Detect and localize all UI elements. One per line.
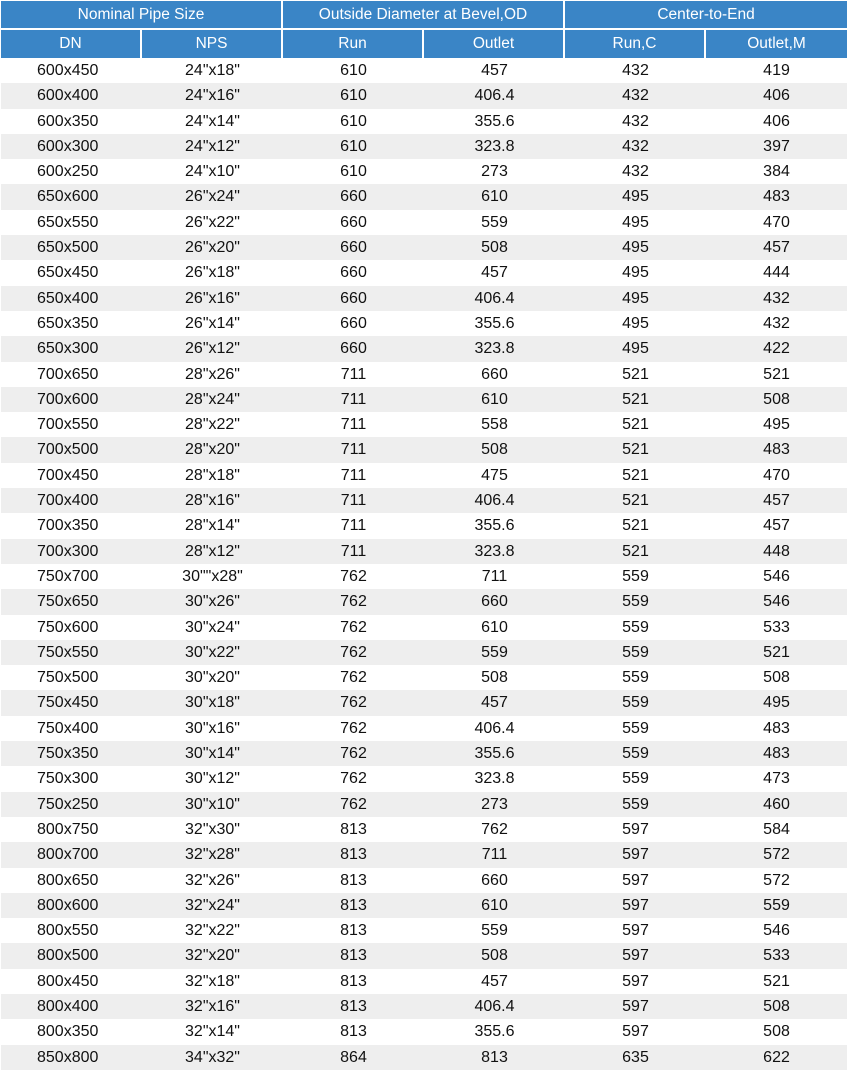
- cell-nps: 32"x28": [142, 842, 283, 867]
- cell-dn: 700x300: [1, 539, 142, 564]
- cell-dn: 800x500: [1, 943, 142, 968]
- table-row: [1, 412, 847, 437]
- cell-od-outlet: 660: [481, 365, 508, 383]
- cell-run-c: 559: [622, 719, 649, 737]
- cell-od-outlet: 610: [424, 893, 565, 918]
- cell-outlet-m: 584: [763, 820, 790, 838]
- cell-outlet-m: 419: [763, 62, 790, 79]
- cell-dn: 750x350: [1, 741, 142, 766]
- cell-outlet-m: 521: [763, 365, 790, 383]
- table-row: [1, 792, 847, 817]
- cell-dn: 800x350: [37, 1023, 99, 1041]
- cell-od-run: 660: [283, 184, 424, 209]
- table-row: [1, 463, 847, 488]
- table-row: [1, 741, 847, 766]
- header-group-outside-diameter: Outside Diameter at Bevel,OD: [283, 1, 565, 30]
- cell-nps: 30"x18": [142, 690, 283, 715]
- cell-outlet-m: 432: [763, 314, 790, 332]
- cell-dn: 750x300: [37, 770, 99, 788]
- cell-nps: 30"x22": [142, 640, 283, 665]
- cell-dn: 650x550: [37, 213, 99, 231]
- cell-od-run: 762: [283, 792, 424, 817]
- cell-od-run: 660: [283, 286, 424, 311]
- cell-nps: 26"x12": [142, 336, 283, 361]
- cell-run-c: 559: [622, 567, 649, 585]
- cell-od-outlet: 355.6: [474, 517, 515, 535]
- cell-run-c: 521: [565, 488, 706, 513]
- table-row: [1, 564, 847, 589]
- table-row: [1, 235, 847, 260]
- cell-nps: 30"x14": [142, 741, 283, 766]
- cell-nps: 28"x12": [142, 539, 283, 564]
- cell-outlet-m: 483: [763, 719, 790, 737]
- cell-outlet-m: 406: [706, 83, 847, 108]
- cell-nps: 32"x16": [142, 994, 283, 1019]
- cell-run-c: 495: [565, 336, 706, 361]
- cell-od-outlet: 610: [424, 184, 565, 209]
- cell-outlet-m: 470: [763, 466, 790, 484]
- cell-od-outlet: 660: [481, 871, 508, 889]
- cell-dn: 750x550: [1, 640, 142, 665]
- cell-od-run: 660: [340, 314, 367, 332]
- cell-outlet-m: 559: [706, 893, 847, 918]
- cell-nps: 28"x14": [185, 517, 240, 535]
- cell-dn: 600x400: [1, 83, 142, 108]
- cell-dn: 800x400: [1, 994, 142, 1019]
- cell-outlet-m: 470: [763, 213, 790, 231]
- cell-nps: 26"x16": [142, 286, 283, 311]
- cell-od-run: 762: [340, 719, 367, 737]
- cell-od-outlet: 762: [481, 820, 508, 838]
- cell-run-c: 432: [622, 62, 649, 79]
- cell-od-outlet: 406.4: [424, 286, 565, 311]
- table-row: [1, 665, 847, 690]
- column-header-outlet-od: Outlet: [424, 30, 565, 58]
- cell-dn: 700x400: [1, 488, 142, 513]
- cell-outlet-m: 444: [763, 264, 790, 282]
- cell-dn: 800x550: [37, 922, 99, 940]
- cell-dn: 700x450: [37, 466, 99, 484]
- table-row: [1, 918, 847, 943]
- cell-run-c: 521: [565, 387, 706, 412]
- cell-outlet-m: 546: [763, 922, 790, 940]
- cell-run-c: 559: [565, 589, 706, 614]
- cell-nps: 30"x26": [142, 589, 283, 614]
- cell-outlet-m: 495: [763, 416, 790, 434]
- cell-od-run: 813: [283, 943, 424, 968]
- cell-outlet-m: 508: [763, 1023, 790, 1041]
- cell-nps: 24"x18": [185, 62, 240, 79]
- cell-dn: 750x450: [1, 690, 142, 715]
- cell-od-run: 813: [340, 820, 367, 838]
- cell-run-c: 635: [565, 1045, 706, 1070]
- cell-od-outlet: 660: [424, 589, 565, 614]
- cell-nps: 30""x28": [182, 567, 243, 585]
- cell-nps: 32"x24": [142, 893, 283, 918]
- table-row: [1, 311, 847, 336]
- cell-nps: 24"x12": [142, 134, 283, 159]
- cell-od-run: 660: [340, 213, 367, 231]
- table-header: [1, 1, 847, 58]
- cell-nps: 26"x22": [185, 213, 240, 231]
- table-row: [1, 184, 847, 209]
- cell-run-c: 495: [622, 264, 649, 282]
- cell-nps: 32"x14": [185, 1023, 240, 1041]
- cell-od-outlet: 711: [424, 842, 565, 867]
- cell-dn: 600x350: [37, 112, 99, 130]
- cell-od-outlet: 508: [481, 669, 508, 687]
- cell-nps: 28"x22": [185, 416, 240, 434]
- table-row: [1, 387, 847, 412]
- cell-od-outlet: 813: [424, 1045, 565, 1070]
- cell-nps: 28"x18": [185, 466, 240, 484]
- cell-nps: 32"x20": [142, 943, 283, 968]
- cell-dn: 650x450: [37, 264, 99, 282]
- cell-run-c: 597: [565, 994, 706, 1019]
- cell-dn: 600x450: [37, 62, 99, 79]
- cell-outlet-m: 460: [706, 792, 847, 817]
- cell-od-outlet: 508: [424, 235, 565, 260]
- cell-od-run: 610: [340, 62, 367, 79]
- cell-dn: 800x700: [1, 842, 142, 867]
- table-row: [1, 943, 847, 968]
- cell-outlet-m: 495: [706, 690, 847, 715]
- cell-od-run: 711: [340, 466, 367, 484]
- cell-dn: 750x400: [37, 719, 99, 737]
- pipe-dimension-table: [1, 1, 847, 1070]
- table-row: [1, 589, 847, 614]
- cell-nps: 30"x24": [185, 618, 240, 636]
- header-group-nominal-pipe-size: Nominal Pipe Size: [1, 1, 283, 30]
- cell-od-run: 813: [340, 1023, 367, 1041]
- cell-outlet-m: 397: [706, 134, 847, 159]
- cell-outlet-m: 483: [706, 184, 847, 209]
- cell-od-outlet: 559: [481, 922, 508, 940]
- cell-outlet-m: 508: [706, 387, 847, 412]
- cell-outlet-m: 572: [763, 871, 790, 889]
- cell-outlet-m: 483: [706, 741, 847, 766]
- cell-od-outlet: 559: [424, 640, 565, 665]
- table-row: [1, 1045, 847, 1070]
- table-row: [1, 893, 847, 918]
- cell-outlet-m: 457: [763, 517, 790, 535]
- table-row: [1, 994, 847, 1019]
- cell-outlet-m: 533: [706, 943, 847, 968]
- cell-nps: 32"x22": [185, 922, 240, 940]
- cell-outlet-m: 622: [706, 1045, 847, 1070]
- cell-od-outlet: 273: [481, 163, 508, 181]
- cell-outlet-m: 546: [706, 589, 847, 614]
- cell-dn: 650x500: [1, 235, 142, 260]
- table-row: [1, 437, 847, 462]
- table-row: [1, 362, 847, 387]
- cell-nps: 26"x18": [185, 264, 240, 282]
- table-row: [1, 640, 847, 665]
- table-row: [1, 868, 847, 893]
- cell-od-run: 813: [340, 871, 367, 889]
- cell-nps: 24"x14": [185, 112, 240, 130]
- cell-run-c: 559: [565, 690, 706, 715]
- cell-od-outlet: 457: [424, 690, 565, 715]
- cell-od-outlet: 355.6: [474, 112, 515, 130]
- cell-outlet-m: 546: [763, 567, 790, 585]
- cell-run-c: 495: [565, 184, 706, 209]
- cell-od-outlet: 273: [424, 792, 565, 817]
- cell-dn: 750x650: [1, 589, 142, 614]
- cell-od-run: 762: [340, 669, 367, 687]
- cell-run-c: 521: [622, 466, 649, 484]
- cell-od-outlet: 323.8: [424, 336, 565, 361]
- cell-od-outlet: 508: [424, 437, 565, 462]
- table-row: [1, 539, 847, 564]
- cell-run-c: 597: [565, 842, 706, 867]
- cell-outlet-m: 384: [763, 163, 790, 181]
- cell-run-c: 432: [565, 134, 706, 159]
- table-body: [1, 58, 847, 1070]
- cell-od-outlet: 559: [481, 213, 508, 231]
- cell-od-run: 813: [340, 922, 367, 940]
- cell-nps: 28"x20": [142, 437, 283, 462]
- cell-od-run: 660: [340, 264, 367, 282]
- cell-run-c: 521: [565, 539, 706, 564]
- cell-od-outlet: 475: [481, 466, 508, 484]
- cell-nps: 30"x12": [185, 770, 240, 788]
- cell-od-outlet: 406.4: [424, 488, 565, 513]
- cell-nps: 32"x30": [185, 820, 240, 838]
- cell-dn: 600x300: [1, 134, 142, 159]
- cell-outlet-m: 448: [706, 539, 847, 564]
- cell-dn: 600x250: [37, 163, 99, 181]
- cell-od-outlet: 610: [481, 618, 508, 636]
- header-group-row: [1, 1, 847, 30]
- table-row: [1, 690, 847, 715]
- cell-dn: 800x600: [1, 893, 142, 918]
- table-row: [1, 513, 847, 538]
- cell-od-run: 711: [340, 416, 367, 434]
- cell-nps: 26"x14": [185, 314, 240, 332]
- table-row: [1, 83, 847, 108]
- cell-od-run: 762: [340, 618, 367, 636]
- cell-nps: 28"x26": [185, 365, 240, 383]
- cell-nps: 26"x24": [142, 184, 283, 209]
- table-row: [1, 134, 847, 159]
- cell-nps: 24"x10": [185, 163, 240, 181]
- cell-run-c: 495: [622, 213, 649, 231]
- cell-run-c: 597: [622, 871, 649, 889]
- cell-dn: 850x800: [1, 1045, 142, 1070]
- table-row: [1, 817, 847, 842]
- cell-run-c: 521: [622, 517, 649, 535]
- header-column-row: [1, 30, 847, 58]
- table-row: [1, 488, 847, 513]
- cell-od-run: 610: [283, 83, 424, 108]
- cell-outlet-m: 508: [763, 669, 790, 687]
- cell-run-c: 597: [622, 972, 649, 990]
- column-header-nps: NPS: [142, 30, 283, 58]
- cell-nps: 30"x20": [185, 669, 240, 687]
- cell-od-run: 660: [283, 235, 424, 260]
- cell-od-run: 610: [340, 163, 367, 181]
- cell-nps: 32"x26": [185, 871, 240, 889]
- cell-dn: 650x400: [1, 286, 142, 311]
- cell-od-run: 813: [283, 842, 424, 867]
- table-row: [1, 336, 847, 361]
- cell-od-run: 813: [283, 994, 424, 1019]
- column-header-run-c: Run,C: [565, 30, 706, 58]
- cell-od-run: 813: [340, 972, 367, 990]
- cell-od-run: 610: [340, 112, 367, 130]
- cell-od-run: 660: [283, 336, 424, 361]
- cell-dn: 800x450: [37, 972, 99, 990]
- cell-dn: 700x650: [37, 365, 99, 383]
- cell-outlet-m: 508: [706, 994, 847, 1019]
- cell-run-c: 559: [565, 640, 706, 665]
- table-row: [1, 766, 847, 791]
- cell-od-outlet: 457: [481, 62, 508, 79]
- cell-nps: 32"x18": [185, 972, 240, 990]
- cell-run-c: 432: [622, 112, 649, 130]
- cell-od-run: 711: [283, 387, 424, 412]
- table-row: [1, 159, 847, 184]
- cell-outlet-m: 457: [706, 488, 847, 513]
- cell-run-c: 597: [622, 820, 649, 838]
- cell-od-run: 762: [283, 690, 424, 715]
- column-header-run-od: Run: [283, 30, 424, 58]
- cell-nps: 34"x32": [142, 1045, 283, 1070]
- pipe-size-table-container: [1, 0, 847, 1070]
- table-row: [1, 1019, 847, 1044]
- cell-od-run: 762: [340, 770, 367, 788]
- cell-dn: 650x600: [1, 184, 142, 209]
- cell-outlet-m: 533: [763, 618, 790, 636]
- table-row: [1, 109, 847, 134]
- cell-run-c: 521: [565, 437, 706, 462]
- cell-run-c: 597: [565, 893, 706, 918]
- table-row: [1, 286, 847, 311]
- cell-od-run: 762: [283, 741, 424, 766]
- cell-nps: 30"x16": [185, 719, 240, 737]
- table-row: [1, 969, 847, 994]
- cell-run-c: 521: [622, 365, 649, 383]
- cell-od-outlet: 355.6: [474, 314, 515, 332]
- cell-nps: 30"x10": [142, 792, 283, 817]
- table-row: [1, 716, 847, 741]
- cell-od-outlet: 610: [424, 387, 565, 412]
- cell-dn: 650x300: [1, 336, 142, 361]
- cell-nps: 26"x20": [142, 235, 283, 260]
- cell-run-c: 521: [622, 416, 649, 434]
- cell-outlet-m: 406: [763, 112, 790, 130]
- cell-dn: 700x600: [1, 387, 142, 412]
- cell-od-run: 762: [340, 567, 367, 585]
- cell-run-c: 597: [565, 943, 706, 968]
- cell-outlet-m: 473: [763, 770, 790, 788]
- cell-run-c: 495: [565, 235, 706, 260]
- table-row: [1, 260, 847, 285]
- cell-run-c: 559: [565, 741, 706, 766]
- cell-dn: 650x350: [37, 314, 99, 332]
- cell-dn: 750x700: [37, 567, 99, 585]
- cell-outlet-m: 457: [706, 235, 847, 260]
- cell-dn: 750x600: [37, 618, 99, 636]
- cell-od-run: 711: [283, 539, 424, 564]
- cell-run-c: 559: [622, 770, 649, 788]
- cell-od-run: 813: [283, 893, 424, 918]
- cell-od-run: 711: [340, 365, 367, 383]
- cell-dn: 700x500: [1, 437, 142, 462]
- cell-od-run: 864: [283, 1045, 424, 1070]
- cell-nps: 24"x16": [142, 83, 283, 108]
- cell-od-outlet: 711: [481, 567, 508, 585]
- cell-run-c: 559: [565, 792, 706, 817]
- cell-dn: 750x250: [1, 792, 142, 817]
- cell-od-outlet: 323.8: [424, 539, 565, 564]
- cell-outlet-m: 521: [706, 640, 847, 665]
- cell-od-outlet: 457: [481, 264, 508, 282]
- cell-run-c: 495: [622, 314, 649, 332]
- cell-od-outlet: 558: [481, 416, 508, 434]
- cell-od-run: 610: [283, 134, 424, 159]
- cell-od-outlet: 355.6: [424, 741, 565, 766]
- cell-nps: 28"x16": [142, 488, 283, 513]
- cell-od-outlet: 406.4: [474, 719, 515, 737]
- cell-outlet-m: 572: [706, 842, 847, 867]
- header-group-center-to-end: Center-to-End: [565, 1, 847, 30]
- cell-od-outlet: 406.4: [424, 994, 565, 1019]
- cell-od-run: 711: [283, 437, 424, 462]
- cell-outlet-m: 422: [706, 336, 847, 361]
- cell-od-outlet: 323.8: [424, 134, 565, 159]
- cell-dn: 700x550: [37, 416, 99, 434]
- cell-od-outlet: 457: [481, 972, 508, 990]
- table-row: [1, 58, 847, 83]
- cell-outlet-m: 521: [763, 972, 790, 990]
- cell-dn: 750x500: [37, 669, 99, 687]
- cell-run-c: 495: [565, 286, 706, 311]
- cell-run-c: 432: [622, 163, 649, 181]
- table-row: [1, 615, 847, 640]
- cell-outlet-m: 483: [706, 437, 847, 462]
- cell-dn: 800x650: [37, 871, 99, 889]
- cell-od-run: 711: [283, 488, 424, 513]
- column-header-outlet-m: Outlet,M: [706, 30, 847, 58]
- cell-od-outlet: 323.8: [474, 770, 515, 788]
- table-row: [1, 210, 847, 235]
- cell-run-c: 432: [565, 83, 706, 108]
- cell-dn: 800x750: [37, 820, 99, 838]
- table-row: [1, 842, 847, 867]
- cell-nps: 28"x24": [142, 387, 283, 412]
- cell-run-c: 597: [622, 1023, 649, 1041]
- cell-od-outlet: 406.4: [424, 83, 565, 108]
- cell-run-c: 597: [622, 922, 649, 940]
- cell-dn: 700x350: [37, 517, 99, 535]
- cell-od-run: 762: [283, 589, 424, 614]
- cell-outlet-m: 432: [706, 286, 847, 311]
- cell-od-run: 711: [340, 517, 367, 535]
- cell-od-run: 762: [283, 640, 424, 665]
- cell-od-outlet: 355.6: [474, 1023, 515, 1041]
- column-header-dn: DN: [1, 30, 142, 58]
- cell-od-outlet: 508: [424, 943, 565, 968]
- cell-run-c: 559: [622, 669, 649, 687]
- cell-run-c: 559: [622, 618, 649, 636]
